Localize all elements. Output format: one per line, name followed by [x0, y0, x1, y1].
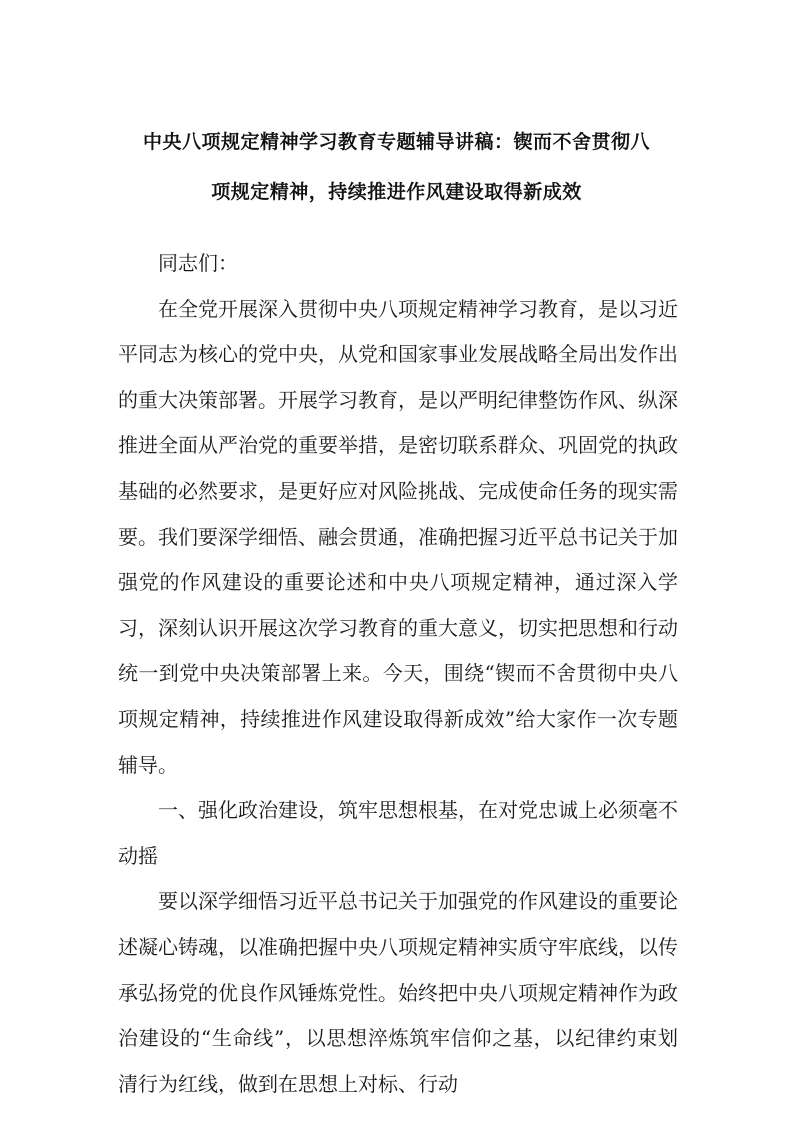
section-heading: 一、强化政治建设，筑牢思想根基，在对党忠诚上必须毫不动摇 — [118, 798, 678, 868]
document-title-line-2: 项规定精神，持续推进作风建设取得新成效 — [211, 181, 582, 203]
body-paragraph: 在全党开展深入贯彻中央八项规定精神学习教育，是以习近平同志为核心的党中央，从党和国家事业发展战略全局出发作出的重大决策部署。开展学习教育，是以严明纪律整饬作风、纵深推进全面从严治党的重要举措，是密切联系群众、巩固党的执政基础的必然要求，是更好应对风险挑战、完成使命任务的现实需要。我们要深学细悟、融会贯通，准确把握习近平总书记关于加强党的作风建设的重要论述和中央八项规定精神，通过深入学习，深刻认识开展这次学习教育的重大意义，切实把思想和行动统一到党中央决策部署上来。今天，围绕“锲而不舍贯彻中央八项规定精神，持续推进作风建设取得新成效”给大家作一次专题辅导。 — [118, 296, 678, 777]
document-title-line-1: 中央八项规定精神学习教育专题辅导讲稿：锲而不舍贯彻八 — [142, 131, 650, 153]
body-paragraph: 要以深学细悟习近平总书记关于加强党的作风建设的重要论述凝心铸魂，以准确把握中央八项规定精神实质守牢底线，以传承弘扬党的优良作风锤炼党性。始终把中央八项规定精神作为政治建设的“生命线”，以思想淬炼筑牢信仰之基，以纪律约束划清行为红线，做到在思想上对标、行动 — [118, 889, 678, 1096]
document-body — [118, 241, 678, 1107]
salutation: 同志们： — [158, 251, 238, 275]
